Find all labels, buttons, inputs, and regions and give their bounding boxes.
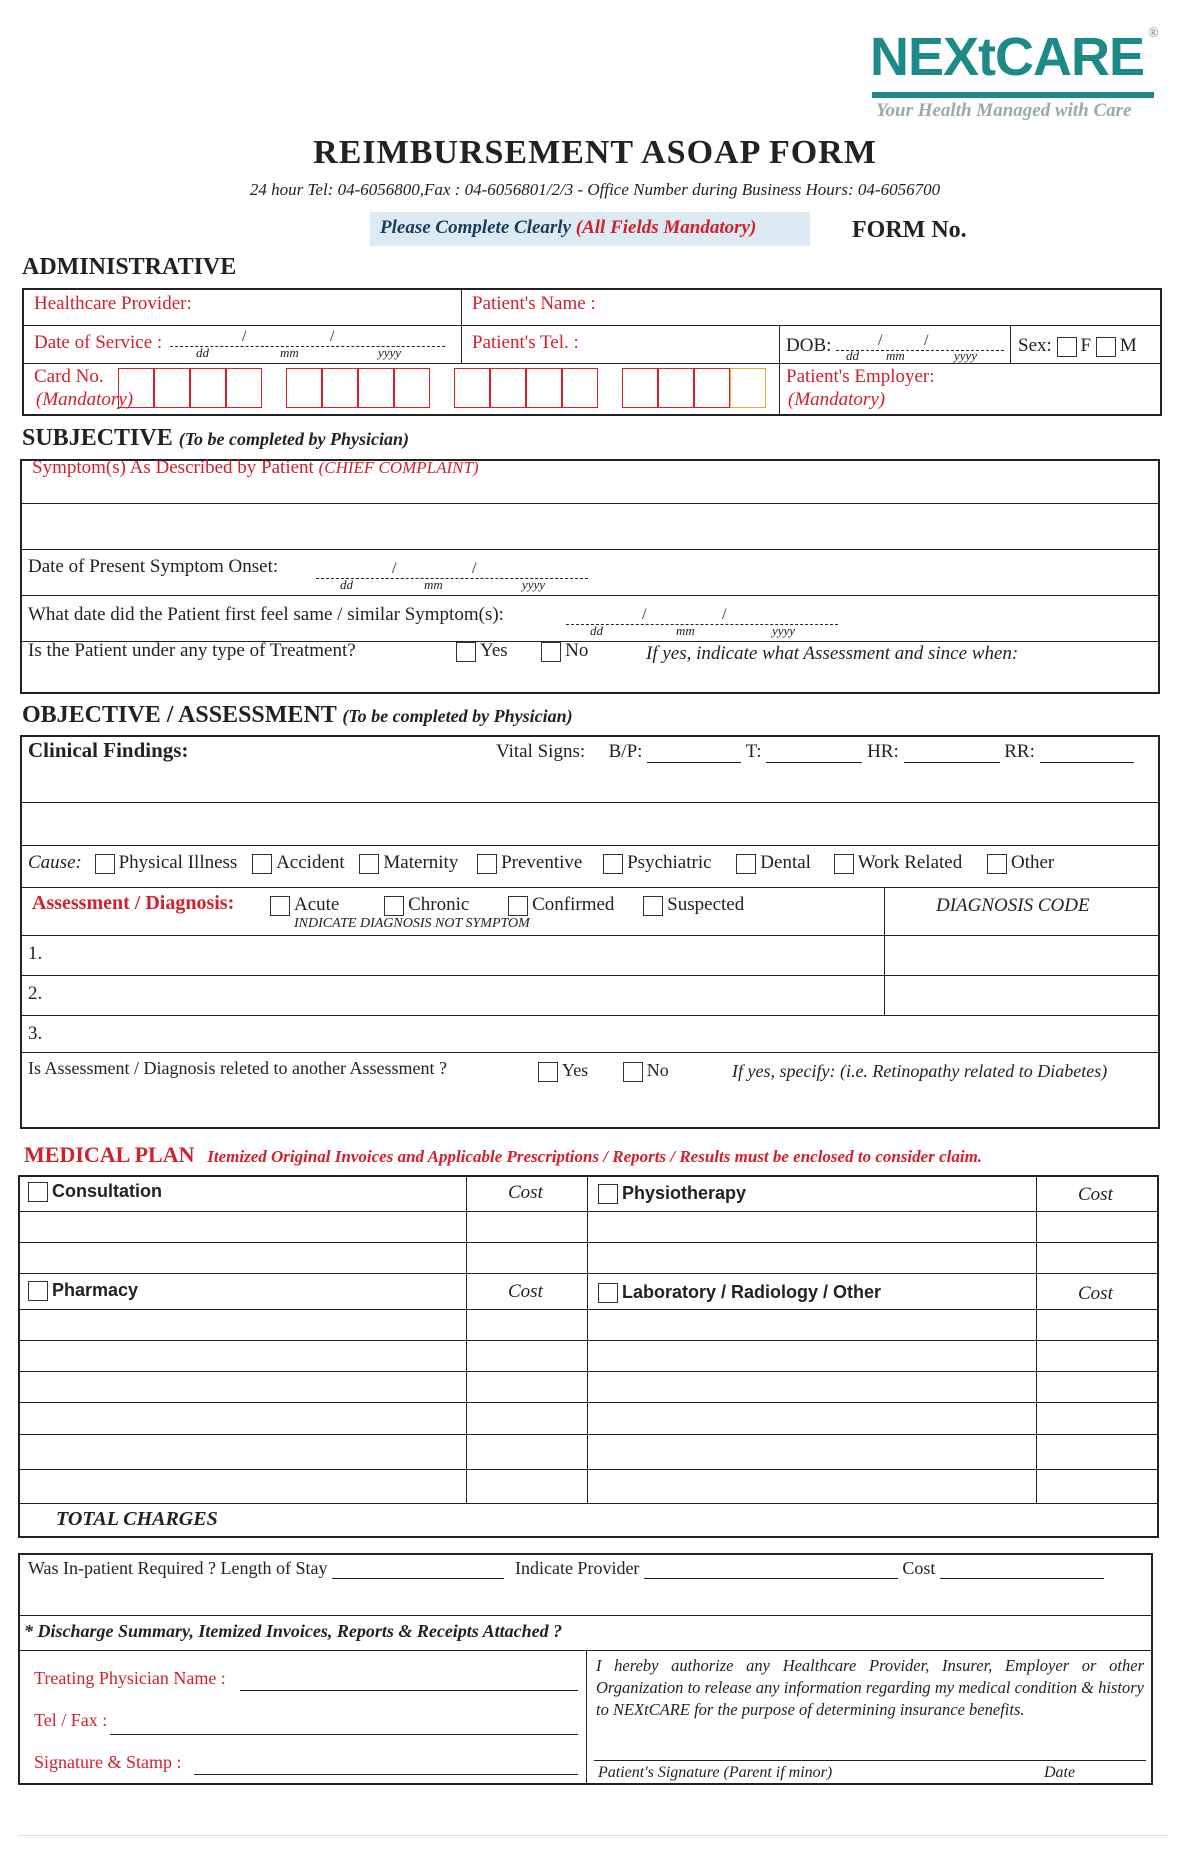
logo-registered: ®: [1148, 26, 1159, 41]
diagnosis-row-2-field[interactable]: [56, 978, 876, 1012]
treatment-options: Yes No: [456, 640, 588, 662]
patient-signature-field[interactable]: [596, 1722, 1144, 1760]
length-of-stay-field[interactable]: [332, 1562, 504, 1579]
related-hint: If yes, specify: (i.e. Retinopathy related to Diabetes): [732, 1061, 1108, 1081]
rr-field[interactable]: [1040, 744, 1134, 763]
treatment-no-checkbox[interactable]: [541, 642, 561, 662]
card-no-label: Card No.: [34, 366, 104, 387]
instruction-please: Please Complete Clearly: [380, 217, 572, 238]
patient-tel-label: Patient's Tel. :: [472, 332, 579, 353]
similar-date-field[interactable]: / / dd mm yyyy: [566, 606, 838, 638]
diagnosis-row-1-label: 1.: [28, 943, 43, 964]
onset-date-field[interactable]: / / dd mm yyyy: [316, 560, 588, 592]
chronic-checkbox[interactable]: [384, 896, 404, 916]
patient-signature-label: Patient's Signature (Parent if minor): [598, 1764, 833, 1781]
provider-field[interactable]: [230, 290, 455, 324]
diagnosis-row-3-label: 3.: [28, 1023, 43, 1044]
cause-maternity-checkbox[interactable]: [359, 854, 379, 874]
diagnosis-row-3-field[interactable]: [56, 1018, 1154, 1050]
signature-stamp-label: Signature & Stamp :: [34, 1752, 182, 1772]
logo-underline: [872, 92, 1154, 98]
patient-name-label: Patient's Name :: [472, 293, 596, 314]
sex-m-checkbox[interactable]: [1096, 337, 1116, 357]
treatment-details-field[interactable]: [24, 668, 1154, 690]
cause-preventive-checkbox[interactable]: [477, 854, 497, 874]
provider-name-field[interactable]: [644, 1562, 898, 1579]
laboratory-header: Laboratory / Radiology / Other: [598, 1282, 881, 1303]
diagnosis-row-2-label: 2.: [28, 983, 43, 1004]
physiotherapy-cost-header: Cost: [1078, 1184, 1113, 1205]
cause-dental-checkbox[interactable]: [736, 854, 756, 874]
dob-field[interactable]: / / dd mm yyyy: [836, 328, 1004, 360]
related-details-field[interactable]: [24, 1088, 1154, 1124]
physiotherapy-header: Physiotherapy: [598, 1183, 746, 1204]
card-no-mandatory: (Mandatory): [36, 389, 134, 410]
cause-work-checkbox[interactable]: [834, 854, 854, 874]
diagnosis-code-header: DIAGNOSIS CODE: [936, 895, 1090, 916]
instruction-mandatory: (All Fields Mandatory): [575, 217, 757, 238]
form-number-label: FORM No.: [852, 217, 967, 243]
nextcare-logo: [870, 26, 1160, 121]
employer-mandatory: (Mandatory): [788, 389, 886, 410]
inpatient-row: Was In-patient Required ? Length of Stay Indicate Provider Cost: [28, 1558, 1104, 1579]
symptoms-label: Symptom(s) As Described by Patient (CHIEF COMPLAINT): [32, 457, 479, 478]
laboratory-cost-header: Cost: [1078, 1283, 1113, 1304]
bp-field[interactable]: [647, 744, 741, 763]
treatment-label: Is the Patient under any type of Treatment?: [28, 640, 356, 661]
card-number-boxes[interactable]: [118, 368, 768, 410]
cause-accident-checkbox[interactable]: [252, 854, 272, 874]
vital-signs: Vital Signs: B/P: T: HR: RR:: [496, 741, 1134, 763]
pharmacy-header: Pharmacy: [28, 1280, 138, 1301]
indicate-diagnosis-note: INDICATE DIAGNOSIS NOT SYMPTOM: [294, 916, 530, 931]
logo-tagline: Your Health Managed with Care: [876, 100, 1132, 121]
total-charges-label: TOTAL CHARGES: [56, 1508, 218, 1530]
employer-label: Patient's Employer:: [786, 366, 935, 387]
diagnosis-code-1-field[interactable]: [890, 938, 1154, 972]
laboratory-checkbox[interactable]: [598, 1283, 618, 1303]
related-label: Is Assessment / Diagnosis releted to another Assessment ?: [28, 1058, 447, 1078]
sex-label: Sex:: [1018, 335, 1052, 356]
patient-tel-field[interactable]: [590, 328, 770, 360]
signature-stamp-field[interactable]: [194, 1760, 578, 1775]
physician-name-field[interactable]: [240, 1676, 578, 1691]
cause-label: Cause:: [28, 852, 82, 873]
clinical-findings-field[interactable]: [24, 770, 1154, 842]
related-options: Yes No: [538, 1060, 669, 1082]
diagnosis-code-2-field[interactable]: [890, 978, 1154, 1012]
acute-checkbox[interactable]: [270, 896, 290, 916]
cause-other-checkbox[interactable]: [987, 854, 1007, 874]
pharmacy-cost-header: Cost: [508, 1281, 543, 1302]
medical-plan-table: [18, 1175, 1159, 1538]
dob-label: DOB:: [786, 335, 832, 356]
diagnosis-row-1-field[interactable]: [56, 938, 876, 972]
section-objective: OBJECTIVE / ASSESSMENT (To be completed by Physician): [22, 702, 573, 728]
tel-fax-field[interactable]: [110, 1720, 578, 1735]
section-administrative: ADMINISTRATIVE: [22, 254, 237, 280]
date-of-service-label: Date of Service :: [34, 332, 163, 353]
assessment-label: Assessment / Diagnosis:: [32, 892, 235, 914]
employer-field[interactable]: [950, 366, 1155, 410]
authorization-text: I hereby authorize any Healthcare Provider, Insurer, Employer or other Organization to release any information regarding my medical condition & history to NEXtCARE for the purpose of determining insurance benefits.: [596, 1656, 1144, 1719]
date-of-service-field[interactable]: / / dd mm yyyy: [170, 328, 445, 360]
patient-name-field[interactable]: [610, 290, 1155, 324]
similar-symptoms-label: What date did the Patient first feel same / similar Symptom(s):: [28, 604, 504, 625]
hr-field[interactable]: [904, 744, 1000, 763]
treatment-if-yes: If yes, indicate what Assessment and since when:: [646, 643, 1019, 664]
form-title: REIMBURSEMENT ASOAP FORM: [313, 134, 877, 171]
clinical-findings-label: Clinical Findings:: [28, 738, 189, 762]
treatment-yes-checkbox[interactable]: [456, 642, 476, 662]
assessment-types: Acute Chronic Confirmed Suspected: [270, 894, 744, 916]
contact-line: 24 hour Tel: 04-6056800,Fax : 04-6056801/2/3 - Office Number during Business Hours: 04-6056700: [249, 180, 941, 199]
related-yes-checkbox[interactable]: [538, 1062, 558, 1082]
cause-physical-checkbox[interactable]: [95, 854, 115, 874]
cause-psychiatric-checkbox[interactable]: [603, 854, 623, 874]
consultation-checkbox[interactable]: [28, 1182, 48, 1202]
consultation-cost-header: Cost: [508, 1182, 543, 1203]
discharge-question: * Discharge Summary, Itemized Invoices, Reports & Receipts Attached ?: [24, 1621, 563, 1641]
patient-date-label: Date: [1044, 1764, 1076, 1781]
instruction-text: [380, 217, 756, 239]
section-subjective: SUBJECTIVE (To be completed by Physician): [22, 425, 410, 451]
confirmed-checkbox[interactable]: [508, 896, 528, 916]
pharmacy-checkbox[interactable]: [28, 1281, 48, 1301]
consultation-header: Consultation: [28, 1181, 162, 1202]
symptoms-field[interactable]: [24, 505, 1154, 547]
onset-label: Date of Present Symptom Onset:: [28, 556, 279, 577]
related-no-checkbox[interactable]: [623, 1062, 643, 1082]
section-medical-plan: MEDICAL PLAN Itemized Original Invoices and Applicable Prescriptions / Reports / Results must be enclosed to consider claim.: [24, 1142, 983, 1167]
tel-fax-label: Tel / Fax :: [34, 1710, 108, 1730]
cause-row: Cause: Physical Illness Accident Maternity Preventive Psychiatric Dental Work Related Other: [28, 852, 1055, 873]
temperature-field[interactable]: [766, 744, 862, 763]
logo-brand: NEXtCARE: [870, 27, 1145, 87]
sex-field: Sex: F M: [1018, 335, 1137, 356]
provider-label: Healthcare Provider:: [34, 293, 192, 314]
suspected-checkbox[interactable]: [643, 896, 663, 916]
physician-name-label: Treating Physician Name :: [34, 1668, 226, 1688]
sex-f-checkbox[interactable]: [1057, 337, 1077, 357]
inpatient-cost-field[interactable]: [940, 1562, 1104, 1579]
physiotherapy-checkbox[interactable]: [598, 1184, 618, 1204]
